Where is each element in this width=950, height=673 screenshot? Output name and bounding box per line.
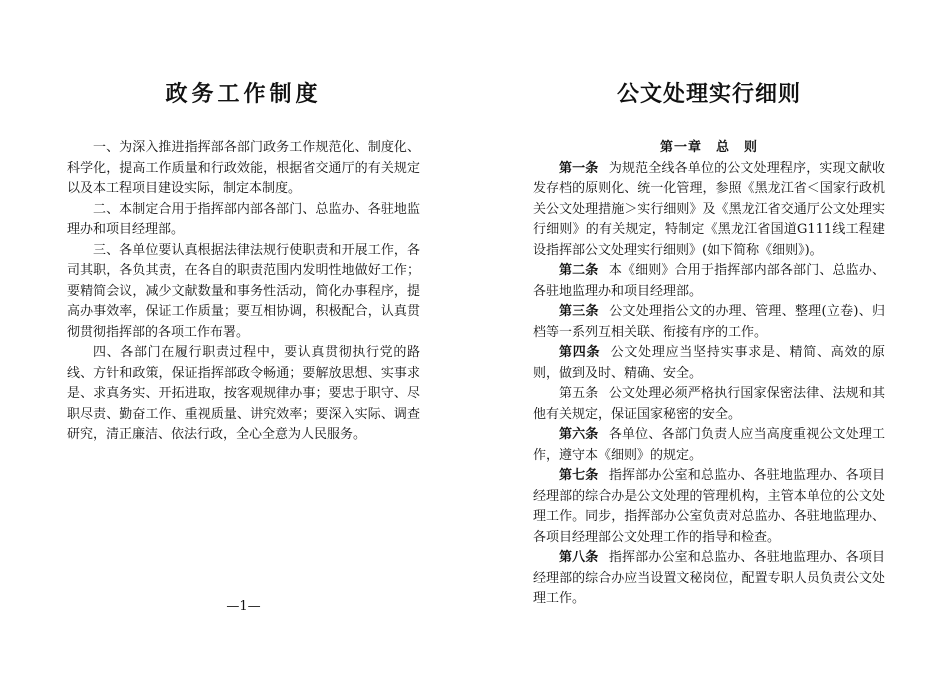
article-2 — [533, 261, 885, 302]
right-page-title: 公文处理实行细则 — [616, 81, 801, 107]
article-text: 公文处理指公文的办理、管理、整理(立卷)、归档等一系列互相关联、衔接有序的工作。 — [533, 304, 885, 340]
page-number: —1— — [226, 599, 261, 614]
article-label: 第一条 — [559, 160, 599, 176]
right-page-body — [533, 138, 885, 610]
article-6 — [533, 425, 885, 466]
article-label: 第六条 — [559, 427, 599, 442]
article-label: 第七条 — [559, 468, 599, 483]
article-text: 各单位、各部门负责人应当高度重视公文处理工作，遵守本《细则》的规定。 — [533, 427, 885, 463]
paragraph: 四、各部门在履行职责过程中，要认真贯彻执行党的路线、方针和政策，保证指挥部政令畅通；要解放思想、实事求是、求真务实、开拓进取，按客观规律办事；要忠于职守、尽职尽责、勤奋工作、重视质量、讲究效率；要深入实际、调查研究，清正廉洁、依法行政，全心全意为人民服务。 — [67, 345, 420, 442]
article-4 — [533, 343, 885, 384]
article-text: 指挥部办公室和总监办、各驻地监理办、各项目经理部的综合办是公文处理的管理机构，主管本单位的公文处理工作。同步，指挥部办公室负责对总监办、各驻地监理办、各项目经理部公文处理工作的指导和检查。 — [533, 468, 885, 545]
article-7 — [533, 466, 885, 548]
article-label: 第八条 — [559, 550, 599, 565]
article-label: 第四条 — [559, 345, 601, 360]
paragraph: 二、本制定合用于指挥部内部各部门、总监办、各驻地监理办和项目经理部。 — [67, 201, 420, 237]
left-page-title: 政务工作制度 — [165, 81, 322, 107]
chapter-heading: 第一章 总 则 — [659, 140, 758, 155]
article-text: 本《细则》合用于指挥部内部各部门、总监办、各驻地监理办和项目经理部。 — [533, 263, 885, 299]
article-text: 指挥部办公室和总监办、各驻地监理办、各项目经理部的综合办应当设置文秘岗位，配置专职人员负责公文处理工作。 — [533, 550, 885, 606]
article-5 — [533, 384, 885, 425]
paragraph: 三、各单位要认真根据法律法规行使职责和开展工作，各司其职，各负其责，在各自的职责范围内发明性地做好工作；要精简会议，减少文献数量和事务性活动，简化办事程序，提高办事效率，保证工作质量；要互相协调，积极配合，认真贯彻贯彻指挥部的各项工作布署。 — [67, 242, 420, 340]
paragraph: 一、为深入推进指挥部各部门政务工作规范化、制度化、科学化，提高工作质量和行政效能，根据省交通厅的有关规定以及本工程项目建设实际，制定本制度。 — [67, 140, 420, 196]
article-1 — [533, 159, 885, 262]
article-text: 公文处理必须严格执行国家保密法律、法规和其他有关规定，保证国家秘密的安全。 — [533, 386, 885, 422]
article-3 — [533, 302, 885, 343]
left-page-body — [67, 138, 420, 446]
article-label: 第二条 — [559, 263, 599, 278]
article-text: 为规范全线各单位的公文处理程序，实现文献收发存档的原则化、统一化管理，参照《黑龙江省＜国家行政机关公文处理措施＞实行细则》及《黑龙江省交通厅公文处理实行细则》的有关规定，特制定《黑龙江省国道G111线工程建设指挥部公文处理实行细则》(如下简称《细则》)。 — [533, 160, 885, 258]
article-label: 第五条 — [559, 386, 599, 401]
article-8 — [533, 548, 885, 610]
article-label: 第三条 — [559, 304, 599, 319]
article-text: 公文处理应当坚持实事求是、精简、高效的原则，做到及时、精确、安全。 — [533, 345, 885, 381]
